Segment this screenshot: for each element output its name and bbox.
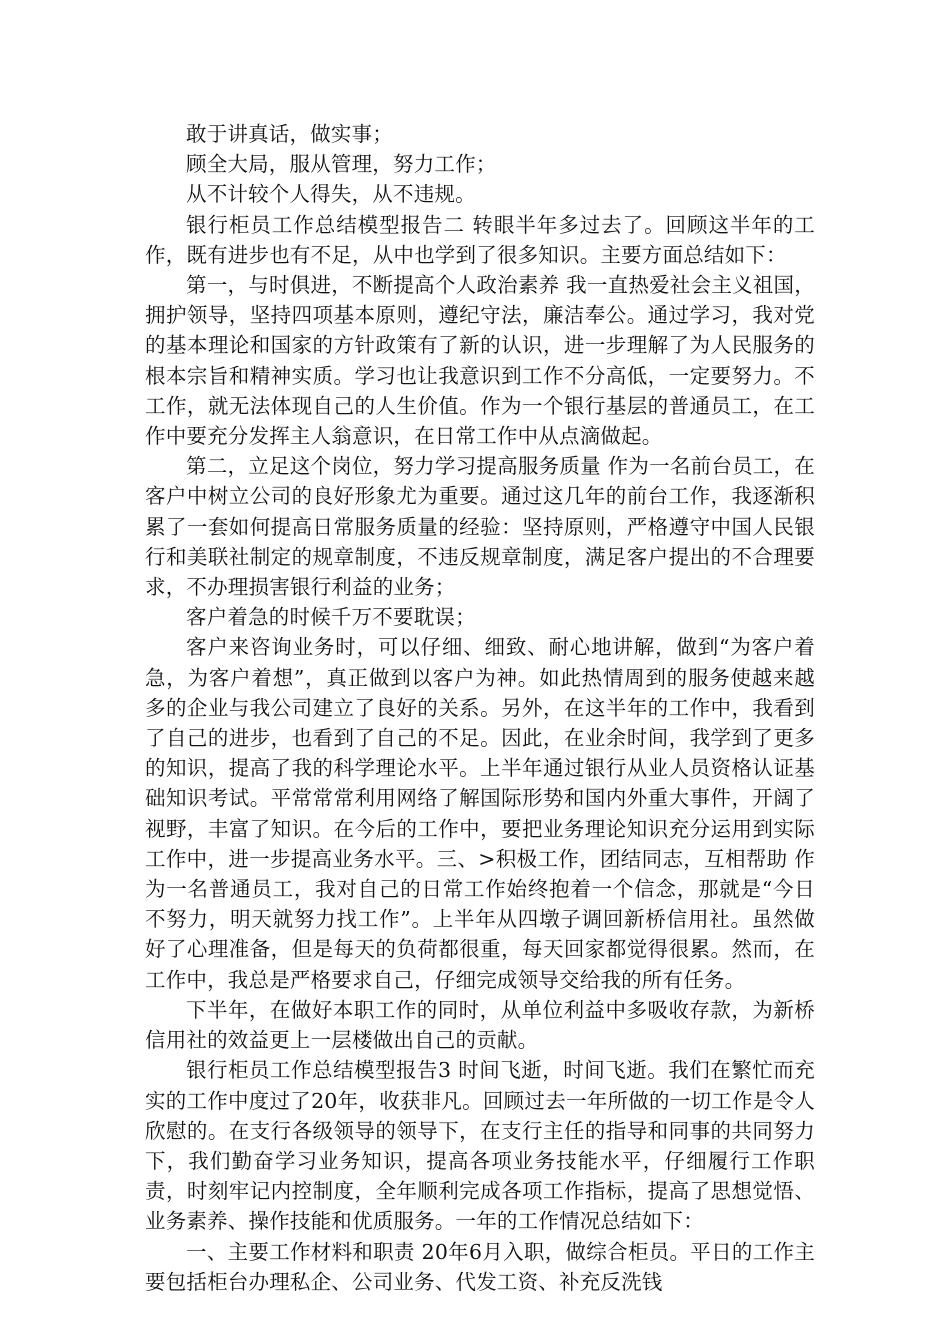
paragraph: 客户着急的时候千万不要耽误；	[186, 605, 476, 630]
paragraph: 一、主要工作材料和职责 20年6月入职，做综合柜员。平日的工作主要包括柜台办理私企、公司业务、代发工资、补充反洗钱	[145, 1239, 815, 1294]
paragraph: 敢于讲真话，做实事；	[186, 122, 393, 146]
paragraph: 第二，立足这个岗位，努力学习提高服务质量 作为一名前台员工，在客户中树立公司的良好形象尤为重要。通过这几年的前台工作，我逐渐积累了一套如何提高日常服务质量的经验：坚持原则，严格遵守中国人民银行和美联社制定的规章制度，不违反规章制度，满足客户提出的不合理要求，不办理损害银行利益的业务；	[145, 454, 815, 600]
paragraph: 银行柜员工作总结模型报告3 时间飞逝，时间飞逝。我们在繁忙而充实的工作中度过了20年，收获非凡。回顾过去一年所做的一切工作是令人欣慰的。在支行各级领导的领导下，在支行主任的指导和同事的共同努力下，我们勤奋学习业务知识，提高各项业务技能水平，仔细履行工作职责，时刻牢记内控制度，全年顺利完成各项工作指标，提高了思想觉悟、业务素养、操作技能和优质服务。一年的工作情况总结如下：	[145, 1058, 815, 1234]
paragraph: 客户来咨询业务时，可以仔细、细致、耐心地讲解，做到“为客户着急，为客户着想”，真正做到以客户为神。如此热情周到的服务使越来越多的企业与我公司建立了良好的关系。另外，在这半年的工作中，我看到了自己的进步，也看到了自己的不足。因此，在业余时间，我学到了更多的知识，提高了我的科学理论水平。上半年通过银行从业人员资格认证基础知识考试。平常常常利用网络了解国际形势和国内外重大事件，开阔了视野，丰富了知识。在今后的工作中，要把业务理论知识充分运用到实际工作中，进一步提高业务水平。三、>积极工作，团结同志，互相帮助 作为一名普通员工，我对自己的日常工作始终抱着一个信念，那就是“今日不努力，明天就努力找工作”。上半年从四墩子调回新桥信用社。虽然做好了心理准备，但是每天的负荷都很重，每天回家都觉得很累。然而，在工作中，我总是严格要求自己，仔细完成领导交给我的所有任务。	[145, 635, 815, 992]
paragraph: 下半年，在做好本职工作的同时，从单位利益中多吸收存款，为新桥信用社的效益更上一层楼做出自己的贡献。	[145, 997, 815, 1053]
paragraph: 银行柜员工作总结模型报告二 转眼半年多过去了。回顾这半年的工作，既有进步也有不足，从中也学到了很多知识。主要方面总结如下：	[145, 212, 815, 267]
paragraph: 顾全大局，服从管理，努力工作；	[186, 152, 497, 177]
document-body	[145, 119, 815, 1297]
paragraph: 第一，与时俱进，不断提高个人政治素养 我一直热爱社会主义祖国，拥护领导，坚持四项基本原则，遵纪守法，廉洁奉公。通过学习，我对党的基本理论和国家的方针政策有了新的认识，进一步理解了为人民服务的根本宗旨和精神实质。学习也让我意识到工作不分高低，一定要努力。不工作，就无法体现自己的人生价值。作为一个银行基层的普通员工，在工作中要充分发挥主人翁意识，在日常工作中从点滴做起。	[145, 273, 815, 449]
paragraph: 从不计较个人得失，从不违规。	[186, 182, 476, 207]
